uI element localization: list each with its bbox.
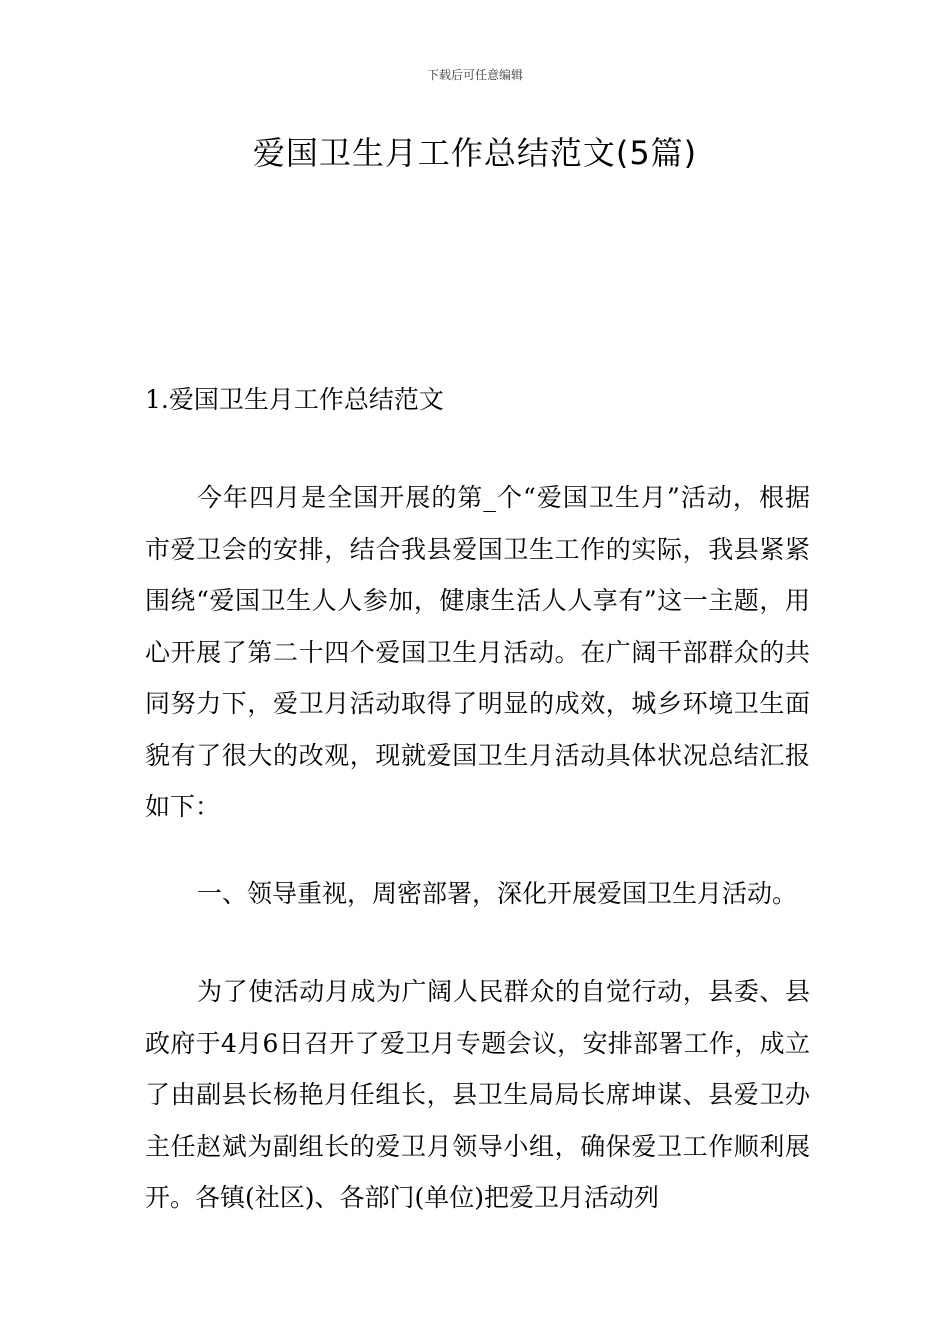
subsection-heading: 一、领导重视，周密部署，深化开展爱国卫生月活动。 — [197, 879, 798, 908]
header-note: 下载后可任意编辑 — [426, 68, 523, 82]
section-heading: 1.爱国卫生月工作总结范文 — [145, 385, 444, 414]
body-paragraph: 为了使活动月成为广阔人民群众的自觉行动，县委、县政府于4月6日召开了爱卫月专题会议，安排部署工作，成立了由副县长杨艳月任组长，县卫生局局长席坤谋、县爱卫办主任赵斌为副组长的爱卫月领导小组，确保爱卫工作顺利展开。各镇(社区)、各部门(单位)把爱卫月活动列 — [145, 977, 810, 1212]
document-title: 爱国卫生月工作总结范文(5篇) — [252, 134, 698, 172]
intro-paragraph: 今年四月是全国开展的第_个“爱国卫生月”活动，根据市爱卫会的安排，结合我县爱国卫生工作的实际，我县紧紧围绕“爱国卫生人人参加，健康生活人人享有”这一主题，用心开展了第二十四个爱国卫生月活动。在广阔干部群众的共同努力下，爱卫月活动取得了明显的成效，城乡环境卫生面貌有了很大的改观，现就爱国卫生月活动具体状况总结汇报如下： — [145, 483, 810, 821]
